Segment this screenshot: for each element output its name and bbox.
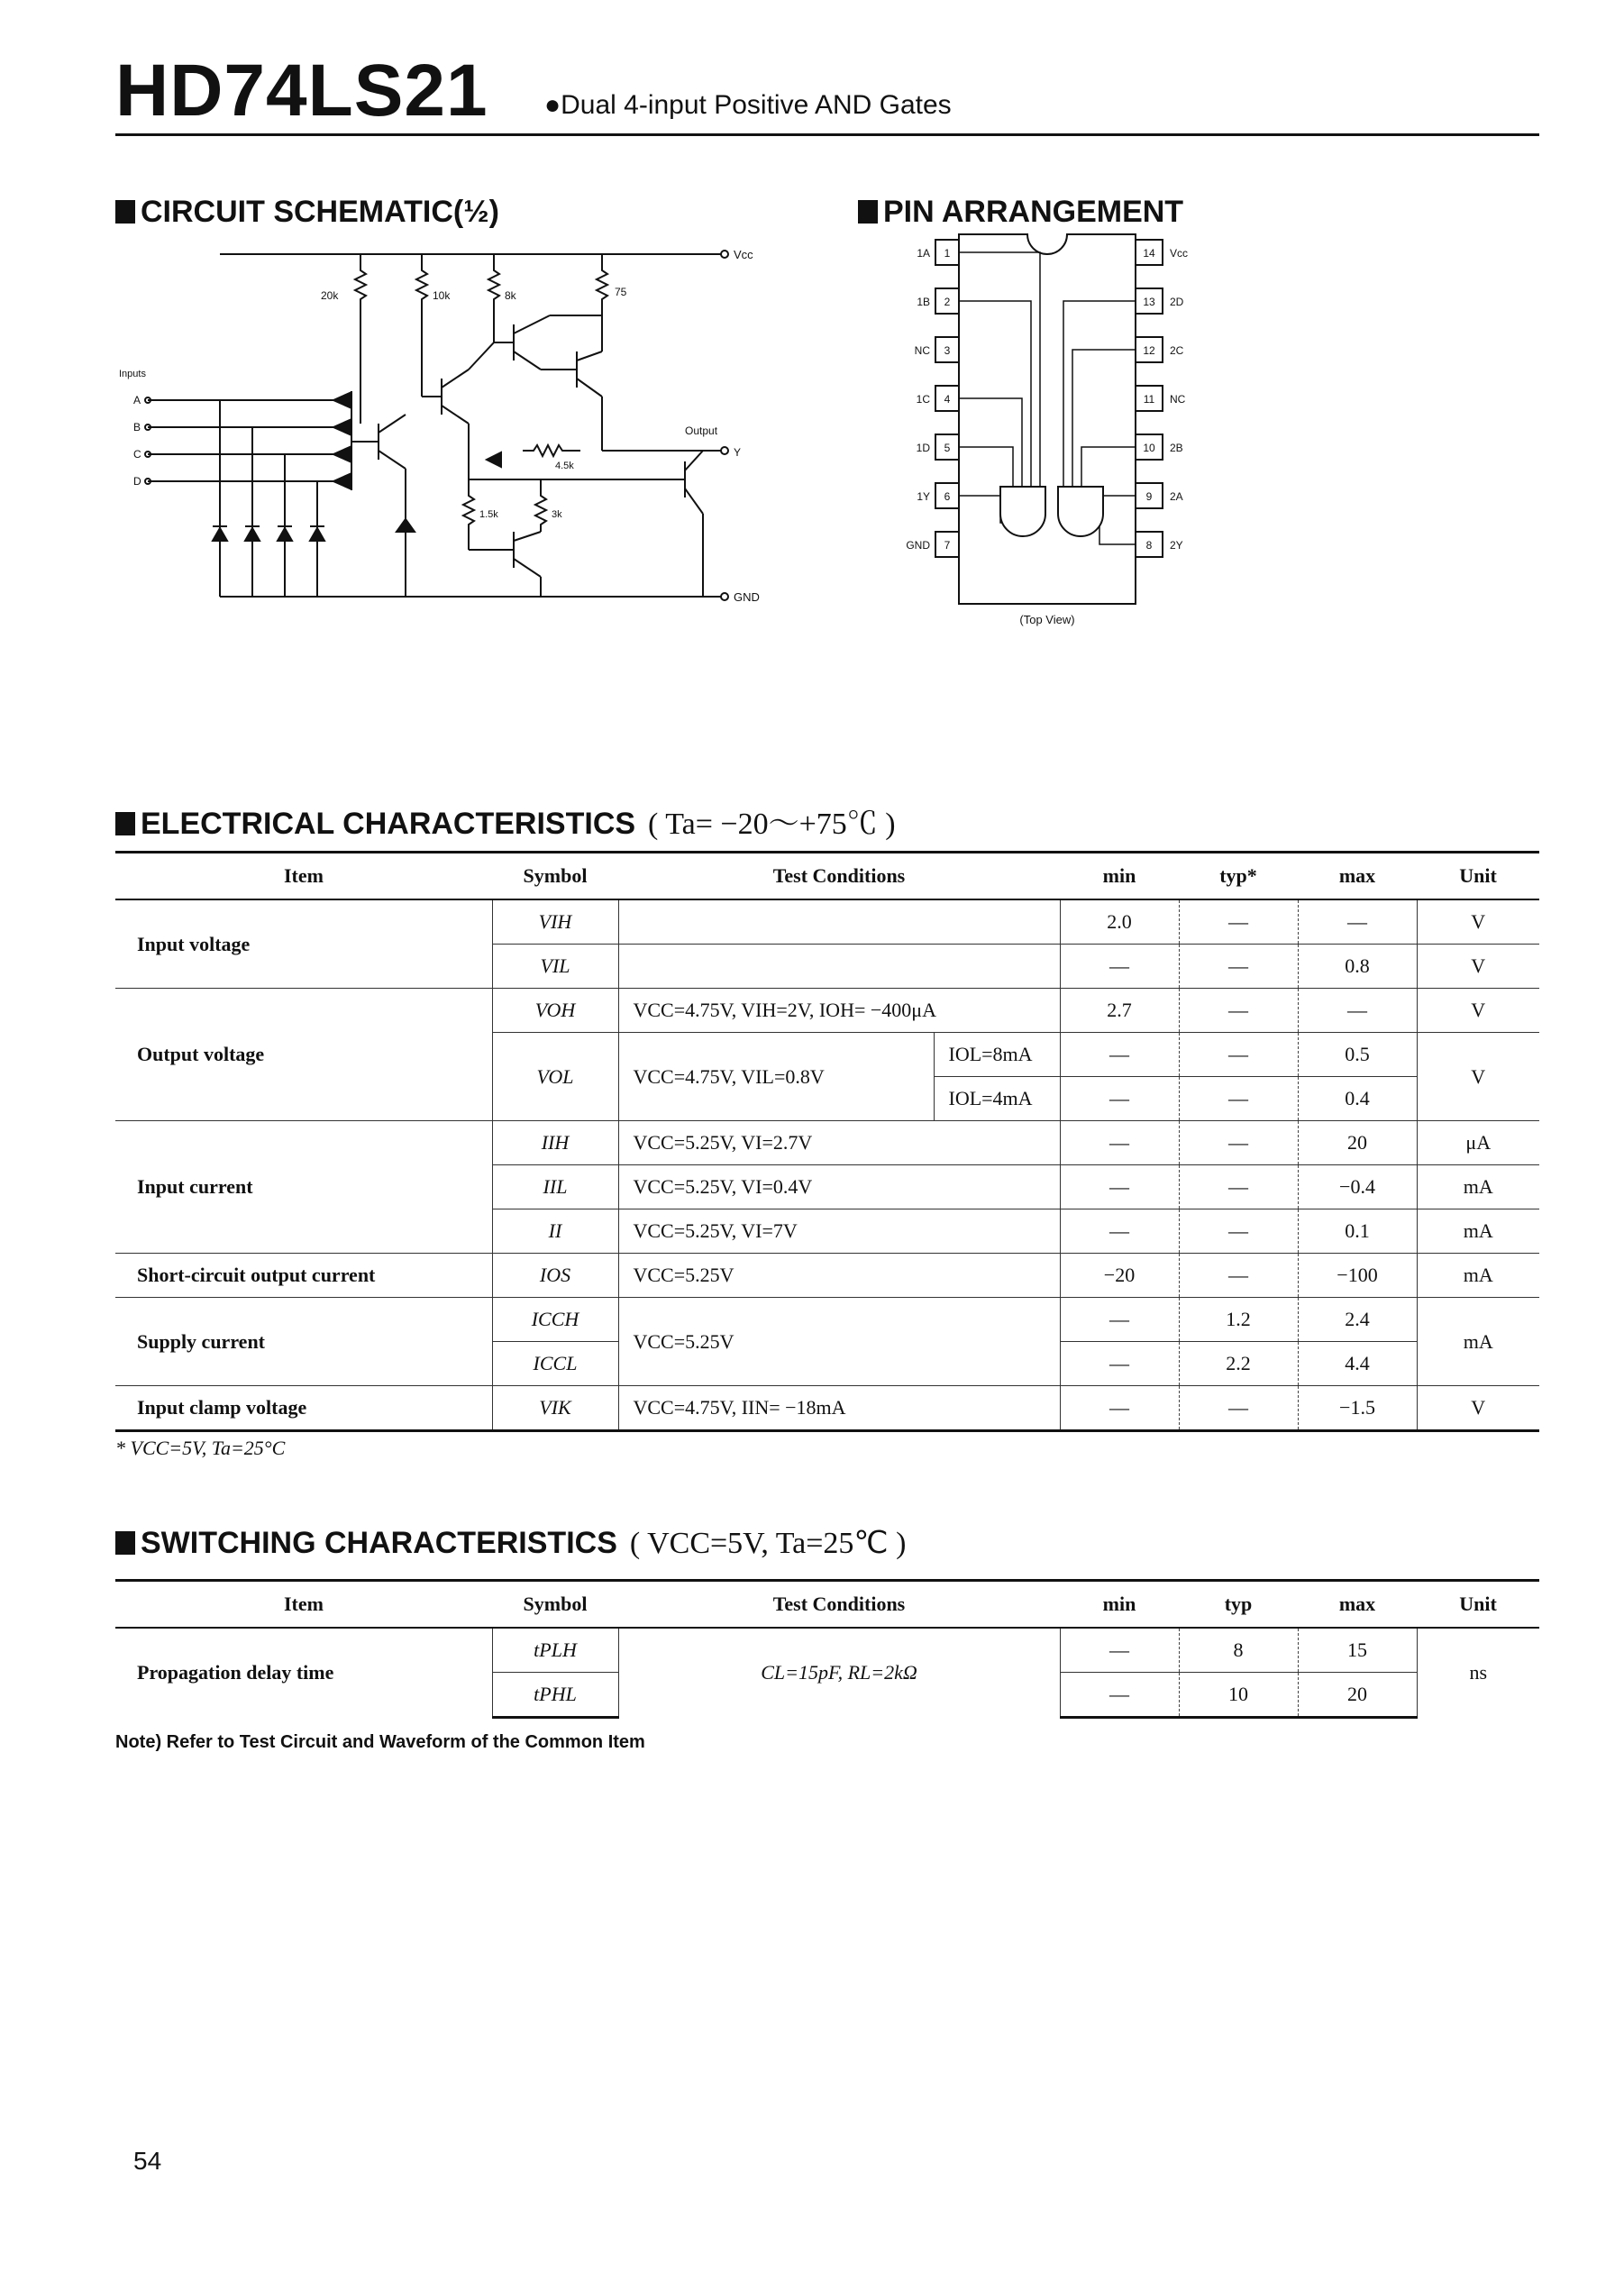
header-test-conditions: Test Conditions [618, 1581, 1060, 1629]
symbol-cell: tPHL [492, 1673, 618, 1718]
pin-label: 2B [1170, 442, 1183, 454]
typ-cell: 8 [1179, 1628, 1298, 1673]
min-cell: — [1060, 1077, 1179, 1121]
typ-cell: — [1179, 1077, 1298, 1121]
max-cell: −0.4 [1298, 1165, 1417, 1209]
min-cell: 2.7 [1060, 989, 1179, 1033]
unit-cell: V [1417, 945, 1539, 989]
max-cell: 20 [1298, 1673, 1417, 1718]
header-min: min [1060, 1581, 1179, 1629]
condition-cell: VCC=4.75V, VIL=0.8V [618, 1033, 934, 1121]
bullet-square-icon [115, 200, 135, 224]
table-row-icch [115, 1298, 1539, 1342]
subcondition-cell: IOL=4mA [934, 1077, 1060, 1121]
pin-label: GND [906, 539, 930, 552]
min-cell: — [1060, 945, 1179, 989]
input-diode-group [333, 391, 351, 490]
max-cell: −1.5 [1298, 1386, 1417, 1431]
and-gate-2 [1058, 487, 1103, 536]
pin-number: 6 [944, 490, 951, 503]
symbol-cell: VIH [492, 899, 618, 945]
input-b-label: B [133, 421, 141, 434]
condition-cell: VCC=4.75V, IIN= −18mA [618, 1386, 1060, 1431]
pin-label: 1Y [917, 490, 930, 503]
table-header-row [115, 853, 1539, 900]
pin-11 [1136, 386, 1186, 411]
typ-cell: — [1179, 1033, 1298, 1077]
max-cell: 0.5 [1298, 1033, 1417, 1077]
pin-label: 2A [1170, 490, 1183, 503]
output-y-label: Y [734, 446, 742, 459]
item-propagation-delay: Propagation delay time [115, 1628, 492, 1718]
table-row-vih [115, 899, 1539, 945]
switching-characteristics-heading: SWITCHING CHARACTERISTICS ( VCC=5V, Ta=25℃ ) [115, 1525, 906, 1561]
unit-cell: V [1417, 989, 1539, 1033]
part-number: HD74LS21 [115, 50, 488, 132]
pin-14 [1136, 240, 1188, 265]
gnd-terminal [721, 593, 728, 600]
item-output-voltage: Output voltage [115, 989, 492, 1121]
resistor-10k-label: 10k [433, 289, 451, 302]
pin-13 [1136, 288, 1184, 314]
part-description: ●Dual 4-input Positive AND Gates [544, 90, 952, 120]
pin-number: 13 [1143, 296, 1155, 308]
table-row-ios [115, 1254, 1539, 1298]
typ-cell: — [1179, 1254, 1298, 1298]
item-short-circuit-current: Short-circuit output current [115, 1254, 492, 1298]
symbol-cell: IIL [492, 1165, 618, 1209]
pin-label: NC [914, 344, 930, 357]
header-item: Item [115, 853, 492, 900]
pin-12 [1136, 337, 1184, 362]
transistor-q3 [494, 315, 602, 370]
output-label: Output [685, 424, 718, 437]
input-lines [145, 397, 333, 597]
header-typ: typ* [1179, 853, 1298, 900]
header-test-conditions: Test Conditions [618, 853, 1060, 900]
unit-cell: mA [1417, 1254, 1539, 1298]
condition-cell: CL=15pF, RL=2kΩ [618, 1628, 1060, 1718]
min-cell: — [1060, 1121, 1179, 1165]
max-cell: 0.1 [1298, 1209, 1417, 1254]
symbol-cell: IOS [492, 1254, 618, 1298]
bullet-square-icon [115, 1531, 135, 1555]
pin-5 [917, 434, 959, 460]
pin-number: 4 [944, 393, 951, 406]
unit-cell: mA [1417, 1209, 1539, 1254]
header-max: max [1298, 1581, 1417, 1629]
min-cell: — [1060, 1298, 1179, 1342]
resistor-20k [355, 254, 366, 424]
typ-cell: 10 [1179, 1673, 1298, 1718]
unit-cell: mA [1417, 1165, 1539, 1209]
resistor-20k-label: 20k [321, 289, 339, 302]
typ-cell: — [1179, 1209, 1298, 1254]
switching-characteristics-table [115, 1579, 1539, 1719]
pin-2 [917, 288, 959, 314]
pin-label: 1D [916, 442, 930, 454]
typ-cell: 1.2 [1179, 1298, 1298, 1342]
pin-8 [1136, 532, 1183, 557]
unit-cell: ns [1417, 1628, 1539, 1718]
condition-cell: VCC=5.25V [618, 1298, 1060, 1386]
table-row-tplh [115, 1628, 1539, 1673]
min-cell: 2.0 [1060, 899, 1179, 945]
symbol-cell: tPLH [492, 1628, 618, 1673]
min-cell: — [1060, 1165, 1179, 1209]
max-cell: 20 [1298, 1121, 1417, 1165]
condition-cell: VCC=5.25V, VI=7V [618, 1209, 1060, 1254]
and-gate-1 [1000, 487, 1045, 536]
condition-cell: VCC=5.25V [618, 1254, 1060, 1298]
max-cell: 4.4 [1298, 1342, 1417, 1386]
page-header [115, 52, 1539, 136]
pin-label: NC [1170, 393, 1186, 406]
right-pin-column [1136, 240, 1188, 557]
lower-stage [463, 424, 703, 597]
min-cell: — [1060, 1673, 1179, 1718]
symbol-cell: ICCL [492, 1342, 618, 1386]
resistor-75-label: 75 [615, 286, 627, 298]
pin-number: 1 [944, 247, 951, 260]
pin-label: 1C [916, 393, 930, 406]
pin-number: 9 [1145, 490, 1153, 503]
min-cell: — [1060, 1209, 1179, 1254]
item-input-voltage: Input voltage [115, 899, 492, 989]
pin-label: 2D [1170, 296, 1184, 308]
header-unit: Unit [1417, 853, 1539, 900]
unit-cell: V [1417, 899, 1539, 945]
table-row-vik [115, 1386, 1539, 1431]
clamp-diode-group [213, 526, 324, 541]
max-cell: — [1298, 899, 1417, 945]
resistor-75 [597, 254, 607, 351]
table-row-voh [115, 989, 1539, 1033]
pin-number: 10 [1143, 442, 1155, 454]
resistor-10k [416, 254, 427, 397]
unit-cell: V [1417, 1386, 1539, 1431]
circuit-schematic-heading: CIRCUIT SCHEMATIC(½) [115, 195, 499, 230]
typ-cell: — [1179, 899, 1298, 945]
gnd-label: GND [734, 590, 760, 604]
min-cell: — [1060, 1628, 1179, 1673]
max-cell: 15 [1298, 1628, 1417, 1673]
input-d-label: D [133, 475, 141, 488]
condition-cell [618, 899, 1060, 945]
symbol-cell: VOL [492, 1033, 618, 1121]
top-view-caption: (Top View) [1019, 613, 1075, 626]
symbol-cell: II [492, 1209, 618, 1254]
unit-cell: V [1417, 1033, 1539, 1121]
min-cell: −20 [1060, 1254, 1179, 1298]
pin-7 [906, 532, 959, 557]
max-cell: 2.4 [1298, 1298, 1417, 1342]
symbol-cell: VOH [492, 989, 618, 1033]
pin-10 [1136, 434, 1183, 460]
pin-number: 3 [944, 344, 951, 357]
transistor-q2 [422, 342, 494, 424]
pin-6 [917, 483, 959, 508]
pin-number: 14 [1143, 247, 1155, 260]
pin-number: 2 [944, 296, 951, 308]
bullet-square-icon [115, 812, 135, 835]
table-row-iih [115, 1121, 1539, 1165]
pin-label: 1A [917, 247, 930, 260]
vcc-label: Vcc [734, 248, 753, 261]
condition-cell: VCC=5.25V, VI=0.4V [618, 1165, 1060, 1209]
item-supply-current: Supply current [115, 1298, 492, 1386]
pin-arrangement-heading: PIN ARRANGEMENT [858, 195, 1183, 230]
vcc-terminal [721, 251, 728, 258]
condition-cell: VCC=5.25V, VI=2.7V [618, 1121, 1060, 1165]
max-cell: 0.4 [1298, 1077, 1417, 1121]
typ-cell: — [1179, 1165, 1298, 1209]
header-min: min [1060, 853, 1179, 900]
pin-arrangement-diagram [865, 216, 1226, 649]
pin-number: 12 [1143, 344, 1155, 357]
pin-number: 5 [944, 442, 951, 454]
symbol-cell: IIH [492, 1121, 618, 1165]
electrical-footnote: * VCC=5V, Ta=25°C [115, 1437, 286, 1459]
header-symbol: Symbol [492, 853, 618, 900]
typ-cell: — [1179, 1386, 1298, 1431]
pin-number: 8 [1145, 539, 1153, 552]
symbol-cell: VIK [492, 1386, 618, 1431]
switching-note: Note) Refer to Test Circuit and Waveform of the Common Item [115, 1732, 645, 1752]
min-cell: — [1060, 1033, 1179, 1077]
unit-cell: μA [1417, 1121, 1539, 1165]
unit-cell: mA [1417, 1298, 1539, 1386]
typ-cell: — [1179, 1121, 1298, 1165]
typ-cell: — [1179, 989, 1298, 1033]
pin-label: 2C [1170, 344, 1184, 357]
pin-4 [917, 386, 959, 411]
header-symbol: Symbol [492, 1581, 618, 1629]
condition-cell [618, 945, 1060, 989]
page-number: 54 [133, 2147, 162, 2175]
typ-cell: 2.2 [1179, 1342, 1298, 1386]
transistor-q1 [351, 415, 415, 597]
resistor-4-5k-label: 4.5k [555, 461, 574, 471]
pin-number: 11 [1143, 393, 1155, 406]
subcondition-cell: IOL=8mA [934, 1033, 1060, 1077]
header-unit: Unit [1417, 1581, 1539, 1629]
table-header-row [115, 1581, 1539, 1629]
electrical-characteristics-heading: ELECTRICAL CHARACTERISTICS ( Ta= −20～+75℃ ) [115, 799, 896, 843]
resistor-8k-label: 8k [505, 289, 516, 302]
item-input-clamp-voltage: Input clamp voltage [115, 1386, 492, 1431]
internal-wiring [959, 252, 1136, 544]
resistor-1-5k-label: 1.5k [479, 509, 498, 520]
max-cell: −100 [1298, 1254, 1417, 1298]
electrical-condition: ( Ta= −20～+75℃ ) [648, 808, 896, 841]
switching-condition: ( VCC=5V, Ta=25℃ ) [629, 1527, 907, 1560]
transistor-q4 [541, 351, 602, 451]
resistor-3k-label: 3k [552, 509, 562, 520]
symbol-cell: VIL [492, 945, 618, 989]
pin-label: 1B [917, 296, 930, 308]
pin-label: 2Y [1170, 539, 1183, 552]
pin-number: 7 [944, 539, 951, 552]
header-typ: typ [1179, 1581, 1298, 1629]
pin-label: Vcc [1170, 247, 1189, 260]
min-cell: — [1060, 1386, 1179, 1431]
pin-1 [917, 240, 959, 265]
condition-cell: VCC=4.75V, VIH=2V, IOH= −400μA [618, 989, 1060, 1033]
item-input-current: Input current [115, 1121, 492, 1254]
left-pin-column [906, 240, 959, 557]
resistor-8k [488, 254, 499, 342]
max-cell: — [1298, 989, 1417, 1033]
circuit-schematic-diagram [108, 243, 760, 604]
ic-package-outline [959, 234, 1136, 604]
header-item: Item [115, 1581, 492, 1629]
inputs-label: Inputs [119, 369, 146, 379]
electrical-characteristics-table [115, 851, 1539, 1432]
min-cell: — [1060, 1342, 1179, 1386]
header-max: max [1298, 853, 1417, 900]
pin-9 [1136, 483, 1183, 508]
pin-3 [915, 337, 959, 362]
typ-cell: — [1179, 945, 1298, 989]
input-c-label: C [133, 448, 141, 461]
max-cell: 0.8 [1298, 945, 1417, 989]
symbol-cell: ICCH [492, 1298, 618, 1342]
input-a-label: A [133, 394, 141, 406]
